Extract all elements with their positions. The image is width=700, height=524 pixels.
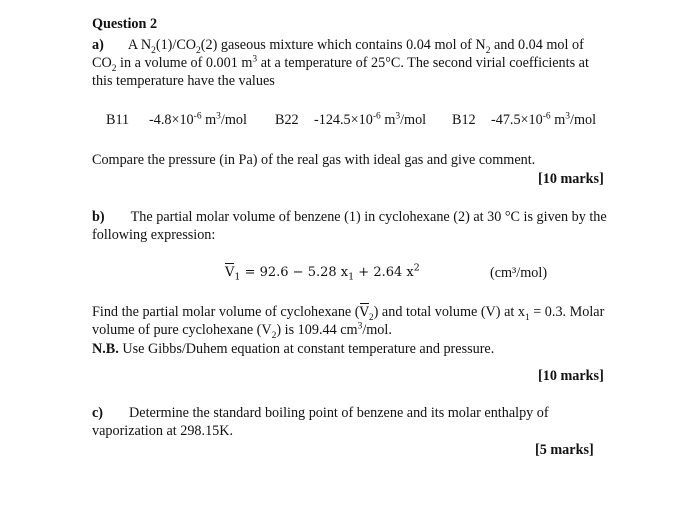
part-a-compare-text: Compare the pressure (in Pa) of the real gas with ideal gas and give comment. [92,152,536,168]
part-b-find-line-1: Find the partial molar volume of cyclohexane $(V_2)$ and total volume (V) at $x_1 = 0.3$. Molar [92,304,605,323]
virial-b12-value: $-47.5\times 10^{-6}$ $m^3$/mol [491,111,597,128]
virial-b22-label: B22 [275,112,299,128]
part-b-label: b) [92,209,105,225]
part-c-line-2: vaporization at 298.15K. [92,423,234,439]
part-b-line-1: b) The partial molar volume of benzene (1) in cyclohexane (2) at 30 °C is given by the [92,209,607,225]
part-c-line-1: c) Determine the standard boiling point of benzene and its molar enthalpy of [92,405,549,421]
equation-unit: (cm³/mol) [490,265,548,281]
part-b-line-2: following expression: [92,227,216,243]
virial-b11-label: B11 [106,112,130,128]
part-a-line-2: $CO_2$ in a volume of 0.001 $m^3$ at a temperature of 25°C. The second virial coefficients at [92,54,589,74]
question-title: Question 2 [92,16,158,32]
part-a-line-1: a) A $N_2(1)/CO_2(2)$ gaseous mixture which contains 0.04 mol of $N_2$ and 0.04 mol of [92,37,584,56]
part-a-label: a) [92,37,104,53]
part-a-marks: [10 marks] [538,171,604,187]
virial-b22-value: $-124.5\times 10^{-6}$ $m^3$/mol [314,111,427,128]
part-a-line-3: this temperature have the values [92,73,275,89]
virial-b12-label: B12 [452,112,476,128]
part-c-label: c) [92,405,104,421]
part-c-marks: [5 marks] [535,442,594,458]
part-b-marks: [10 marks] [538,368,604,384]
virial-b11-value: $-4.8\times 10^{-6}$ $m^3$/mol [149,111,247,128]
part-b-note: N.B. Use Gibbs/Duhem equation at constant temperature and pressure. [92,341,495,357]
partial-molar-volume-equation: $V_1 = 92.6 - 5.28$ $x_1 + 2.64$ $x^2$ [225,262,420,283]
part-b-find-line-2: volume of pure cyclohexane $(V_2)$ is 109.44 $cm^3$/mol. [92,321,392,341]
